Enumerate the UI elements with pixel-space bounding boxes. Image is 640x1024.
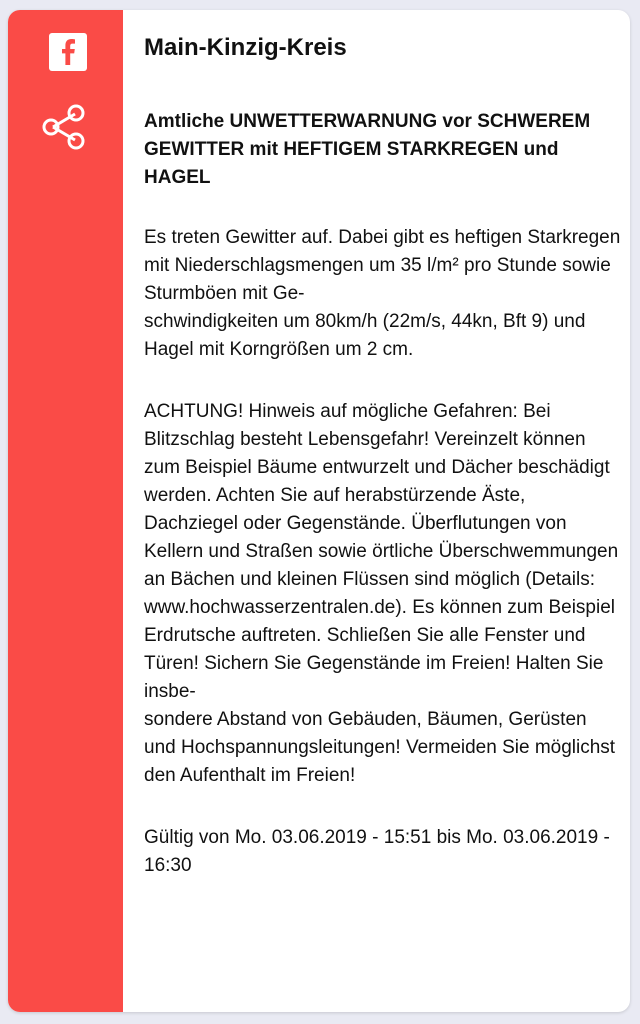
share-button[interactable] [41, 103, 87, 151]
share-icon [41, 138, 87, 155]
warning-card [8, 10, 630, 1012]
warning-description: Es treten Gewitter auf. Dabei gibt es heftigen Starkregen mit Niederschlagsmengen um 35 l/m² pro Stunde sowie Sturmböen mit Ge- schwindigkeiten um 80km/h (22m/s, 44kn, Bft 9) und Hagel mit Korngrößen um 2 cm. [144, 227, 621, 360]
facebook-share-button[interactable] [49, 33, 87, 71]
action-sidebar [8, 10, 123, 1012]
warning-headline: Amtliche UNWETTERWARNUNG vor SCHWEREM GEWITTER mit HEFTIGEM STARKREGEN und HAGEL [144, 111, 591, 188]
region-title: Main-Kinzig-Kreis [144, 34, 347, 61]
facebook-icon [56, 37, 80, 67]
validity-period: Gültig von Mo. 03.06.2019 - 15:51 bis Mo. 03.06.2019 - 16:30 [144, 827, 610, 876]
warning-content [144, 32, 622, 880]
warning-instruction: ACHTUNG! Hinweis auf mögliche Gefahren: Bei Blitzschlag besteht Lebensgefahr! Vereinzelt können zum Beispiel Bäume entwurzelt und Dächer beschädigt werden. Achten Sie auf herabstürzende Äste, Dachziegel oder Gegenstände. Überflutungen von Kellern und Straßen sowie örtliche Überschwemmungen an Bächen und kleinen Flüssen sind möglich (Details: www.hochwasserzentralen.de). Es können zum Beispiel Erdrutsche auftreten. Schließen Sie alle Fenster und Türen! Sichern Sie Gegenstände im Freien! Halten Sie insbe- sondere Abstand von Gebäuden, Bäumen, Gerüsten und Hochspannungsleitungen! Vermeiden Sie möglichst den Aufenthalt im Freien! [144, 401, 619, 786]
